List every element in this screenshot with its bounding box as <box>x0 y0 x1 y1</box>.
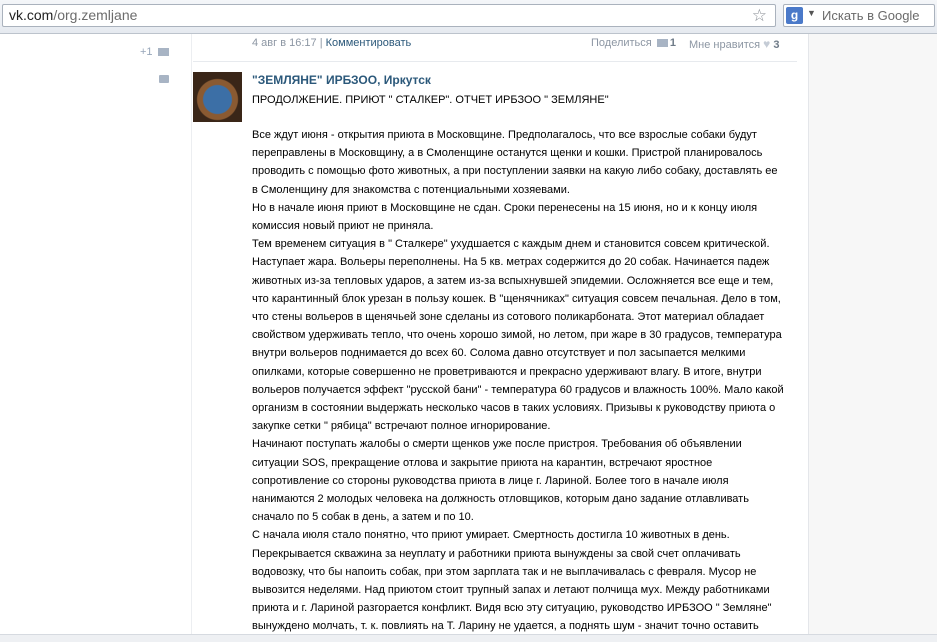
post-text-line: что стены вольеров в щенячьей зоне сделаны из сотового поликарбоната. Этот материал обладает <box>252 311 765 324</box>
post-time[interactable]: 4 авг в 16:17 <box>252 37 317 49</box>
share-button[interactable] <box>591 37 676 49</box>
share-label: Поделиться <box>591 37 652 49</box>
post-text-line: приюта и г. Лариной разгорается конфликт. Видя всю эту ситуацию, руководство ИРБЗОО " Земляне" <box>252 602 772 615</box>
post-text-line: вынуждено молчать, т. к. повлиять на Т. Ларину не удается, а поднять шум - значит точно оставить <box>252 620 759 633</box>
post-text-line: водовозку, что бы напоить собак, при этом зарплата так и не выплачивалась с февраля. Мусор не <box>252 565 757 578</box>
url-text[interactable]: vk.com/org.zemljane <box>9 7 138 23</box>
address-bar[interactable] <box>2 4 776 27</box>
post-text-line: Все ждут июня - открытия приюта в Московщине. Предполагалось, что все взрослые собаки будут <box>252 129 757 141</box>
post-text-line: комиссия новый приют не приняла. <box>252 220 434 233</box>
chevron-down-icon[interactable]: ▼ <box>807 8 816 18</box>
post-body <box>252 126 797 636</box>
left-gutter <box>0 34 192 641</box>
post-text-line: свойством удерживать тепло, что очень хорошо зимой, но летом, при жаре в 30 градусов, температура <box>252 329 782 342</box>
post-text-line: опилками, которые совершенно не проветриваются и прекрасно удерживают влагу. В итоге, внутри <box>252 365 762 378</box>
side-share-count: +1 <box>140 46 153 58</box>
post-text-line: переправлены в Московщину, а в Смоленщине останутся щенки и кошки. Пристрой планировалось <box>252 147 763 160</box>
like-count: 3 <box>773 39 780 51</box>
post-divider <box>193 61 797 62</box>
post-text-line: что карантинный блок урезан в пользу кошек. В "щенячниках" ситуация совсем печальная. Дело в том, <box>252 292 781 305</box>
post-text-line: закупке сетки " рябица" встречают полное игнорирование. <box>252 420 551 433</box>
like-button[interactable] <box>689 37 779 51</box>
post-text-line: С начала июля стало понятно, что приют умирает. Смертность достигла 10 животных в день. <box>252 529 730 542</box>
post-subtitle: ПРОДОЛЖЕНИЕ. ПРИЮТ " СТАЛКЕР". ОТЧЕТ ИРБЗОО " ЗЕМЛЯНЕ" <box>252 94 609 106</box>
search-box[interactable] <box>783 4 935 27</box>
browser-toolbar <box>0 0 937 34</box>
post-text-line: нанимаются 2 молодых человека на должность отловщиков, которым дано задание отлавливать <box>252 493 749 506</box>
post-text-line: животных из-за тепловых ударов, а затем из-за вспыхнувшей эпидемии. Осложняется все еще и тем, <box>252 274 774 287</box>
post-text-line: ситуации SOS, прекращение отлова и закрытие приюта на карантин, встречают яростное <box>252 456 713 469</box>
bookmark-star-icon[interactable]: ☆ <box>751 6 767 25</box>
post-author-link[interactable]: "ЗЕМЛЯНЕ" ИРБЗОО, Иркутск <box>252 73 431 87</box>
meta-separator: | <box>319 37 323 49</box>
post-text-line: сопротивление со стороны руководства приюта в лице г. Лариной. Более того в начале июля <box>252 474 729 487</box>
post-text-line: Начинают поступать жалобы о смерти щенков уже после пристроя. Требования об объявлении <box>252 438 742 451</box>
post-text-line: Наступает жара. Вольеры переполнены. На 5 кв. метрах содержится до 20 собак. Начинается падеж <box>252 256 770 269</box>
comment-icon[interactable] <box>159 75 169 83</box>
share-count: 1 <box>669 37 676 49</box>
post-text-line: вольеров получается эффект "русской бани" - температура 60 градусов и влажность 100%. Мало какой <box>252 383 784 396</box>
like-label: Мне нравится <box>689 39 761 51</box>
google-icon[interactable]: g <box>786 7 803 24</box>
post-text-line: Но в начале июня приют в Московщине не сдан. Сроки перенесены на 15 июня, но и к концу июля <box>252 201 758 214</box>
post-text-line: Перекрывается скважина за неуплату и работники приюта вынуждены за свой счет оплачивать <box>252 547 741 560</box>
heart-icon: ♥ <box>763 37 771 51</box>
post-meta <box>252 37 411 49</box>
post-text-line: вывозится неделями. Над приютом стоит трупный запах и летают полчища мух. Между работниками <box>252 584 770 597</box>
avatar[interactable] <box>193 72 242 122</box>
post-text-line: Тем временем ситуация в " Сталкере" ухудшается с каждым днем и становится совсем критической. <box>252 238 770 251</box>
post-text-line: сначало по 5 собак в день, а затем и по 10. <box>252 511 474 524</box>
post-text-line: организм в состоянии выдержать несколько часов в таких условиях. Призывы к руководству приюта о <box>252 402 776 415</box>
post-text-line: в Смоленщину для знакомства с потенциальными хозяевами. <box>252 183 570 196</box>
megaphone-icon <box>657 39 668 47</box>
mail-icon[interactable] <box>158 48 169 56</box>
search-input[interactable]: Искать в Google <box>822 8 920 23</box>
wall-left-border <box>191 34 192 641</box>
right-margin <box>808 34 937 641</box>
comment-link[interactable]: Комментировать <box>325 37 412 49</box>
post-text-line: внутри вольеров поднимается до всех 60. Солома давно отсутствует и пол засыпается мелкими <box>252 347 746 360</box>
post-text-line: проводить с помощью фото животных, а при поступлении заявки на какую либо собаку, доставлять ее <box>252 165 778 178</box>
